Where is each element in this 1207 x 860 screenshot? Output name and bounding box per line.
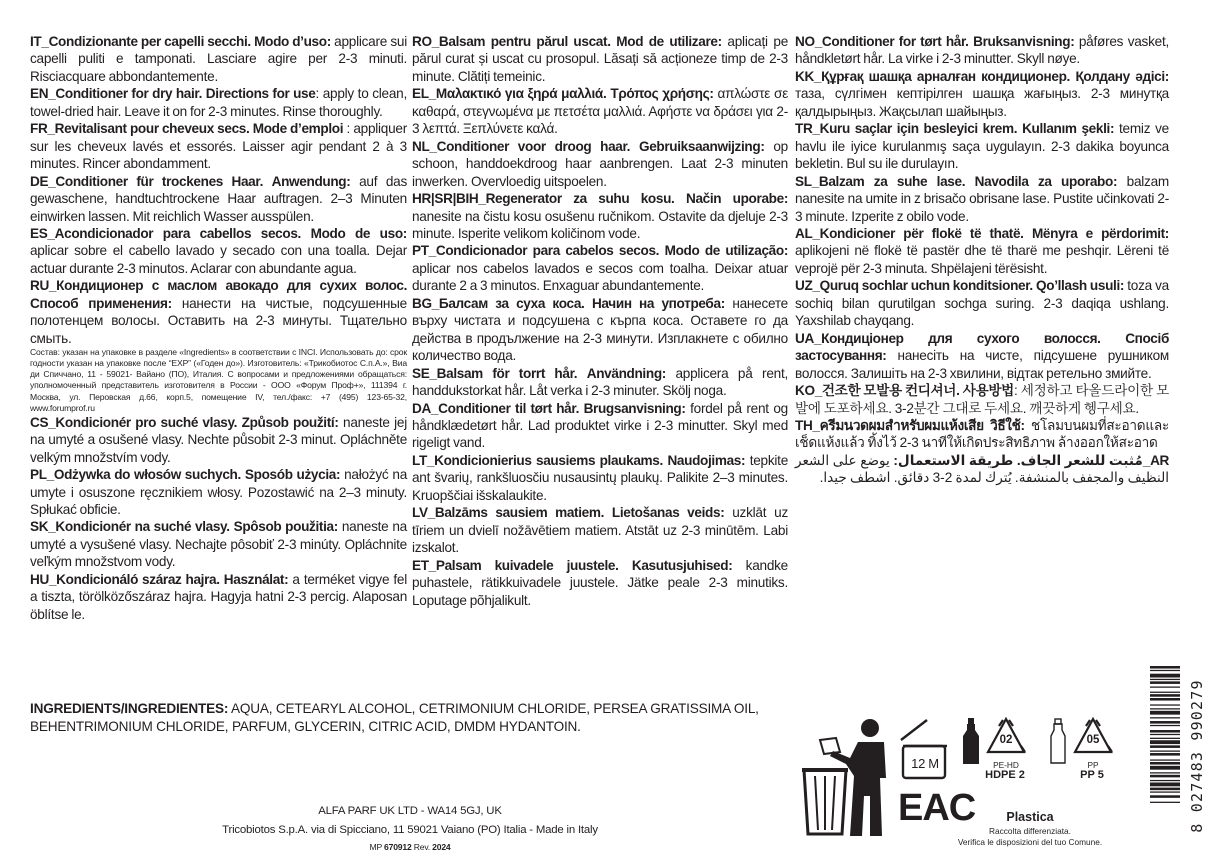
usage-label: Način uporabe: [685, 191, 788, 207]
recycle-pp-label: PP 5 [1080, 769, 1104, 781]
barcode-bar [1150, 666, 1180, 669]
usage-text: tepkite ant švarių, rankšluosčiu nusausintų plaukų. Palikite 2–3 minutes. Kruopščiai išskalaukite. [412, 452, 789, 503]
product-title: UA_Кондиціонер для сухого волосся. [795, 330, 1101, 346]
ingredients-list [30, 700, 790, 735]
barcode-bar [1150, 721, 1180, 724]
barcode-bar [1150, 725, 1180, 726]
instruction-block [30, 518, 407, 570]
product-title: HR|SR|BIH_Regenerator za suhu kosu. [412, 191, 675, 207]
instruction-block [795, 33, 1169, 68]
product-title: TH_ครีมนวดผมสำหรับผมแห้งเสีย [795, 417, 984, 433]
product-title: HU_Kondicionáló száraz hajra. [30, 571, 220, 587]
usage-text: : appliquer sur les cheveux lavés et essorés. Laisser agir pendant 2 à 3 minutes. Rincer abondamment. [30, 121, 407, 172]
product-title: LT_Kondicionierius sausiems plaukams. [412, 452, 663, 468]
usage-label: Қолдану әдісі: [1075, 68, 1169, 84]
product-title: CS_Kondicionér pro suché vlasy. [30, 414, 238, 430]
barcode-bar [1150, 717, 1180, 718]
barcode [1150, 664, 1180, 844]
mp-code: MP 670912 Rev. 2024 [369, 842, 451, 852]
usage-text: يوضع على الشعر النظيف والمجفف بالمنشفة. يُترك لمدة 2-3 دقائق. اشطف جيدا. [795, 452, 1169, 486]
usage-text: aplikojeni në flokë të pastër dhe të tharë me peshqir. Lëreni të veprojë për 2-3 minuta. Shpëlajeni tërësisht. [795, 243, 1169, 276]
barcode-bar [1150, 698, 1180, 701]
usage-text: balzam nanesite na umite in z brisačo obrisane lase. Pustite učinkovati 2-3 minute. Izperite z obilo vode. [795, 173, 1169, 224]
instruction-block [795, 68, 1169, 120]
usage-label: Anwendung: [271, 173, 351, 189]
usage-label: Spôsob použitia: [233, 519, 338, 535]
text-column-3 [795, 33, 1169, 487]
barcode-bar [1150, 780, 1180, 781]
usage-text: uzklāt uz tīriem un dvielī nožāvētiem matiem. Atstāt uz 2-3 minūtēm. Labi izskalot. [412, 505, 788, 556]
recycle-pp-small: PP [1087, 760, 1099, 770]
usage-label: Lietošanas veids: [611, 505, 725, 521]
barcode-bar [1150, 772, 1180, 773]
usage-label: Způsob použití: [241, 414, 339, 430]
instruction-block [795, 452, 1169, 487]
ingredients-label: INGREDIENTS/INGREDIENTES: [30, 701, 229, 716]
usage-label: Naudojimas: [667, 452, 746, 468]
plastica-title: Plastica [1006, 810, 1054, 824]
usage-label: طريقة الاستعمال: [893, 452, 1014, 468]
recycle-hdpe-small: PE-HD [993, 760, 1019, 770]
product-title: ES_Acondicionador para cabellos secos. [30, 225, 301, 241]
usage-text: aplicați pe părul curat și uscat cu prosopul. Lăsați să acționeze timp de 2-3 minute. Clătiți temeinic. [412, 34, 789, 84]
usage-label: Modo de utilização: [664, 243, 788, 259]
instruction-block [30, 414, 407, 466]
usage-text: fordel på rent og håndklædetørt hår. Lad produktet virke i 2-3 minutter. Skyl med rigeligt vand. [412, 400, 788, 451]
barcode-bar [1150, 791, 1180, 792]
product-title: PL_Odżywka do włosów suchych. [30, 467, 241, 483]
product-title: NO_Conditioner for tørt hår. [795, 34, 969, 49]
usage-text: applicare sui capelli puliti e tamponati. Lasciare agire per 2-3 minuti. Risciacquare abbondantemente. [30, 34, 407, 84]
usage-label: Qo’llash usuli: [1036, 278, 1125, 294]
barcode-bar [1150, 782, 1180, 786]
tidyman-icon [800, 718, 900, 838]
barcode-bar [1150, 738, 1180, 739]
instruction-block [412, 365, 788, 400]
instruction-block [412, 504, 788, 556]
usage-label: Kasutusjuhised: [631, 557, 733, 573]
usage-text: naneste na umyté a vysušené vlasy. Nechajte pôsobiť 2-3 minúty. Opláchnite veľkým množstvom vody. [30, 519, 407, 570]
company-info [220, 802, 600, 854]
usage-text: auf das gewaschene, handtuchtrockene Haar auftragen. 2–3 Minuten einwirken lassen. Mit reichlich Wasser ausspülen. [30, 173, 407, 224]
barcode-bar [1150, 692, 1180, 693]
usage-label: Bruksanvisning: [973, 34, 1075, 49]
barcode-bar [1150, 681, 1180, 684]
usage-text: påføres vasket, håndkletørt hår. La virke i 2-3 minutter. Skyll nøye. [795, 34, 1170, 67]
usage-text: таза, сүлгімен кептірілген шашқа жағыңыз. 2-3 минутқа қалдырыңыз. Жақсылап шайыңыз. [795, 86, 1169, 119]
usage-label: Τρόπος χρήσης: [610, 86, 714, 102]
usage-text: : 세정하고 타올드라이한 모발에 도포하세요. 3-2분간 그대로 두세요. 깨끗하게 헹구세요. [795, 383, 1169, 416]
instruction-block [412, 33, 788, 85]
usage-text: naneste jej na umyté a osušené vlasy. Nechte působit 2-3 minut. Opláchněte velkým množstvím vody. [30, 414, 408, 465]
barcode-bar [1150, 762, 1180, 765]
barcode-bar [1150, 759, 1180, 760]
barcode-bar [1150, 704, 1180, 705]
product-title: KK_Құрғақ шашқа арналған кондиционер. [795, 68, 1070, 84]
barcode-bar [1150, 674, 1180, 678]
product-title: PT_Condicionador para cabelos secos. [412, 243, 660, 259]
instruction-block [412, 85, 788, 137]
plastica-note: Raccolta differenziata. Verifica le disposizioni del tuo Comune. [957, 826, 1103, 847]
instruction-block [412, 400, 788, 452]
barcode-bar [1150, 734, 1180, 735]
instruction-block [795, 225, 1169, 277]
barcode-bar [1150, 694, 1180, 697]
instruction-block [30, 120, 407, 172]
product-title: TR_Kuru saçlar için besleyici krem. [795, 121, 1018, 137]
instruction-block [30, 277, 407, 347]
instruction-block [795, 382, 1169, 417]
instruction-block [412, 557, 788, 609]
company-line-1: ALFA PARF UK LTD - WA14 5GJ, UK [318, 805, 502, 817]
product-title: FR_Revitalisant pour cheveux secs. [30, 121, 250, 137]
usage-label: Способ применения: [30, 295, 172, 311]
barcode-bar [1150, 686, 1180, 687]
recycle-hdpe-code: 02 [999, 734, 1013, 746]
usage-label: Mode d’emploi [252, 121, 344, 137]
barcode-bar [1150, 711, 1180, 715]
pao-label: 12 M [911, 756, 939, 771]
usage-text: aplicar sobre el cabello lavado y secado con una toalla. Dejar actuar durante 2-3 minutos. Aclarar con abundante agua. [30, 243, 407, 276]
usage-text: απλώστε σε καθαρά, στεγνωμένα με πετσέτα μαλλιά. Αφήστε να δράσει για 2-3 λεπτά. Ξεπλύνετε καλά. [412, 86, 789, 137]
product-title: UZ_Quruq sochlar uchun konditsioner. [795, 278, 1033, 294]
barcode-bar [1150, 775, 1180, 778]
product-title: SK_Kondicionér na suché vlasy. [30, 519, 230, 535]
instruction-block [30, 225, 407, 277]
usage-label: Directions for use [205, 86, 316, 102]
usage-label: Használat: [223, 571, 289, 587]
product-title: ET_Palsam kuivadele juustele. [412, 557, 619, 573]
text-column-2 [412, 33, 788, 609]
product-title: EL_Μαλακτικό για ξηρά μαλλιά. [412, 86, 607, 102]
instruction-block [795, 120, 1169, 172]
product-title: SL_Balzam za suhe lase. [795, 173, 966, 189]
usage-text: aplicar nos cabelos lavados e secos com toalha. Deixar atuar durante 2 a 3 minutos. Enxaguar abundantemente. [412, 260, 788, 294]
eac-mark: EAC [898, 787, 976, 829]
usage-text: нанесіть на чисте, підсушене рушником волосся. Залишіть на 2-3 хвилини, відтак ретельно змийте. [795, 348, 1169, 381]
usage-label: Спосіб застосування: [795, 330, 1169, 364]
barcode-bar [1150, 679, 1180, 680]
product-title: KO_건조한 모발용 컨디셔너. [795, 383, 960, 399]
text-column-1 [30, 33, 407, 623]
usage-text: toza va sochiq bilan qurutilgan sochga suring. 2-3 daqiqa ushlang. Yaxshilab chayqang. [795, 278, 1169, 329]
usage-text: applicera på rent, handdukstorkat hår. Låt verka i 2-3 minuter. Skölj noga. [412, 365, 788, 399]
product-title: LV_Balzāms sausiem matiem. [412, 505, 605, 521]
usage-label: Mënyra e përdorimit: [1031, 225, 1169, 241]
ingredients-text: AQUA, CETEARYL ALCOHOL, CETRIMONIUM CHLORIDE, PERSEA GRATISSIMA OIL, BEHENTRIMONIUM CHLORIDE, PARFUM, GLYCERIN, CITRIC ACID, DMDM HYDANTOIN. [30, 701, 759, 734]
product-title: EN_Conditioner for dry hair. [30, 86, 203, 102]
barcode-bar [1150, 802, 1180, 803]
usage-text: kandke puhastele, rätikkuivadele juustele. Jätke peale 2-3 minutiks. Loputage põhjalikult. [412, 557, 788, 608]
barcode-bar [1150, 708, 1180, 709]
usage-text: nanesite na čistu kosu osušenu ručnikom. Ostavite da djeluje 2-3 minute. Isperite velikom količinom vode. [412, 208, 788, 241]
instruction-block [30, 466, 407, 518]
legal-fine-print: Состав: указан на упаковке в разделе «Ingredients» в соответствии с INCI. Использовать до: срок годности указан на упаковке после “EXP” («Годен до»). Изготовитель: «Трикобиотос С.п.А.», Виа ди Спиччано, 11 - 59021- Вайано (ПО), Италия. С вопросами и предложениями обращаться: уполномоченный представитель изготовителя в России - ООО «Форум Проф+», 111394 г. Москва, ул. Перовская д.66, корп.5, помещение IV, тел./факс: +7 (495) 123-65-32, www.forumprof.ru [30, 347, 407, 413]
barcode-bar [1150, 766, 1180, 770]
usage-text: : apply to clean, towel-dried hair. Leave it on for 2-3 minutes. Rinse thoroughly. [30, 86, 408, 119]
instruction-block [795, 417, 1169, 452]
usage-label: Sposób użycia: [244, 467, 341, 483]
usage-label: Användning: [586, 365, 666, 381]
instruction-block [30, 571, 407, 623]
instruction-block [412, 452, 788, 504]
company-line-2: Tricobiotos S.p.A. via di Spicciano, 11 59021 Vaiano (PO) Italia - Made in Italy [222, 824, 598, 836]
usage-label: Gebruiksaanwijzing: [638, 138, 765, 154]
barcode-bar [1150, 745, 1180, 748]
product-title: DE_Conditioner für trockenes Haar. [30, 173, 264, 189]
barcode-bar [1150, 753, 1180, 756]
recycle-pp-code: 05 [1086, 734, 1100, 746]
instruction-block [795, 277, 1169, 329]
usage-text: нанести на чистые, подсушенные полотенцем волосы. Оставить на 2-3 минуты. Тщательно смыть. [30, 295, 407, 346]
product-title: SE_Balsam för torrt hår. [412, 365, 578, 381]
instruction-block [412, 295, 788, 365]
product-title: AR_مُثبت للشعر الجاف. [1016, 452, 1169, 468]
usage-text: temiz ve havlu ile iyice kurulanmış saça uygulayın. 2-3 dakika boyunca bekletin. Bul su ile durulayın. [795, 121, 1169, 172]
usage-text: нанесете върху чистата и подсушена с кърпа коса. Оставете го да действа в продължение на 2-3 минути. Изплакнете с обилно количество вода. [412, 295, 788, 364]
barcode-bar [1150, 670, 1180, 671]
usage-label: Kullanım şekli: [1022, 121, 1115, 137]
product-title: RO_Balsam pentru părul uscat. [412, 34, 611, 49]
recycle-hdpe-label: HDPE 2 [985, 769, 1025, 781]
usage-label: Начин на употреба: [591, 295, 725, 311]
instruction-block [412, 138, 788, 190]
instruction-block [30, 33, 407, 85]
instruction-block [30, 173, 407, 225]
instruction-block [795, 330, 1169, 382]
bottle-outline-icon [1050, 718, 1066, 764]
product-title: IT_Condizionante per capelli secchi. [30, 34, 251, 49]
barcode-bar [1150, 730, 1180, 733]
usage-text: a terméket vigye fel a tiszta, törölközőszáraz hajra. Hagyja hatni 2-3 percig. Alaposan öblítse le. [30, 571, 407, 622]
usage-text: op schoon, handdoekdroog haar aanbrengen. Laat 2-3 minuten inwerken. Overvloedig uitspoelen. [412, 138, 788, 189]
barcode-bar [1150, 788, 1180, 791]
barcode-bar [1150, 750, 1180, 751]
usage-label: Brugsanvisning: [583, 400, 686, 416]
barcode-bar [1150, 795, 1180, 798]
instruction-block [412, 190, 788, 242]
barcode-digits: 8 027483 990279 [1188, 679, 1206, 833]
usage-label: Modo d’uso: [254, 34, 331, 49]
product-title: DA_Conditioner til tørt hår. [412, 400, 579, 416]
product-title: BG_Балсам за суха коса. [412, 295, 585, 311]
barcode-bar [1150, 740, 1180, 744]
product-title: AL_Kondicioner për flokë të thatë. [795, 225, 1024, 241]
instruction-block [412, 242, 788, 294]
bottle-icon [962, 718, 980, 764]
instruction-block [795, 173, 1169, 225]
instruction-block [30, 85, 407, 120]
usage-text: ชโลมบนผมที่สะอาดและเช็ดแห้งแล้ว ทิ้งไว้ 2-3 นาทีให้เกิดประสิทธิภาพ ล้างออกให้สะอาด [795, 417, 1169, 451]
usage-text: nałożyć na umyte i osuszone ręcznikiem włosy. Pozostawić na 2–3 minuty. Spłukać obficie. [30, 467, 408, 517]
usage-label: Mod de utilizare: [616, 34, 722, 49]
usage-label: 사용방법 [962, 383, 1014, 399]
usage-label: วิธีใช้: [990, 417, 1025, 433]
usage-label: Modo de uso: [310, 225, 407, 241]
product-title: NL_Conditioner voor droog haar. [412, 138, 631, 154]
product-title: RU_Кондиционер с маслом авокадо для сухих волос. [30, 278, 407, 294]
usage-label: Navodila za uporabo: [974, 173, 1118, 189]
